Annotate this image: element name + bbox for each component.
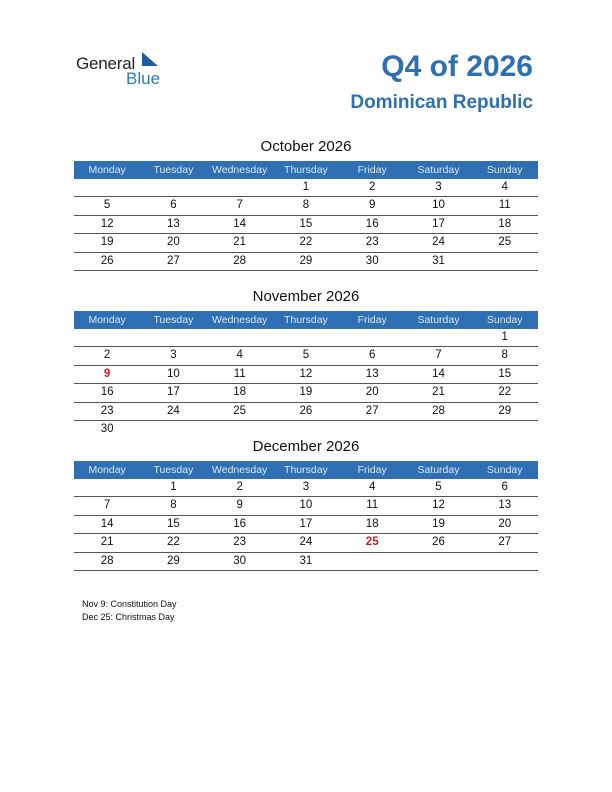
day-cell — [74, 179, 140, 196]
day-cell: 22 — [498, 386, 512, 399]
day-cell: 9 — [103, 367, 111, 380]
day-cell: 1 — [501, 331, 508, 343]
week-row — [74, 421, 538, 438]
day-cell: 15 — [498, 367, 512, 380]
day-cell: 2 — [368, 181, 376, 193]
day-cell: 10 — [167, 367, 180, 380]
logo-flag-icon — [142, 52, 158, 66]
week-row — [74, 534, 538, 552]
weekday-label: Thursday — [284, 464, 328, 476]
day-cell: 15 — [299, 217, 313, 230]
day-cell: 13 — [365, 367, 379, 380]
week-row — [74, 253, 538, 271]
day-cell: 18 — [498, 217, 512, 230]
day-cell: 19 — [432, 517, 445, 530]
weekday-label: Sunday — [486, 164, 523, 176]
weekday-label: Sunday — [486, 464, 523, 476]
day-cell — [472, 553, 538, 570]
day-cell: 16 — [233, 517, 247, 530]
day-cell: 30 — [100, 422, 114, 435]
day-cell — [140, 421, 206, 438]
week-row — [74, 347, 538, 365]
weekday-label: Monday — [88, 464, 126, 476]
week-row — [74, 329, 538, 347]
week-row — [74, 384, 538, 402]
week-row — [74, 366, 538, 384]
weekday-label: Wednesday — [212, 464, 268, 476]
day-cell: 8 — [501, 349, 508, 362]
day-cell: 2 — [103, 349, 111, 362]
day-cell: 28 — [432, 404, 445, 417]
day-cell: 15 — [167, 517, 180, 530]
weekday-label: Saturday — [417, 464, 460, 476]
day-cell — [472, 421, 538, 438]
month-november — [74, 288, 538, 438]
day-cell: 23 — [365, 236, 379, 249]
day-cell: 11 — [498, 199, 511, 212]
day-cell: 24 — [167, 404, 180, 417]
day-cell — [74, 329, 140, 346]
day-cell: 14 — [432, 367, 445, 380]
day-cell: 17 — [299, 517, 313, 530]
day-cell: 25 — [365, 536, 379, 549]
day-cell: 13 — [167, 217, 180, 230]
weekday-label: Friday — [357, 164, 387, 176]
day-cell — [405, 553, 471, 570]
weekday-label: Tuesday — [153, 164, 194, 176]
day-cell: 14 — [100, 517, 114, 530]
day-cell: 21 — [100, 536, 114, 549]
day-cell — [207, 421, 273, 438]
day-cell — [339, 421, 405, 438]
day-cell: 20 — [498, 517, 512, 530]
weekday-label: Thursday — [284, 314, 328, 326]
day-cell: 30 — [233, 554, 247, 567]
day-cell: 1 — [302, 181, 310, 193]
day-cell: 5 — [302, 349, 310, 362]
logo-text-general: General — [76, 54, 136, 73]
day-cell: 24 — [299, 536, 313, 549]
weekday-header — [74, 311, 538, 329]
week-row — [74, 403, 538, 421]
day-cell — [140, 179, 206, 196]
weekday-label: Friday — [357, 464, 387, 476]
day-cell: 29 — [167, 554, 180, 567]
day-cell: 4 — [501, 181, 508, 193]
day-cell: 1 — [170, 481, 177, 493]
holiday-notes — [82, 598, 177, 624]
day-cell: 17 — [432, 217, 445, 230]
day-cell: 26 — [299, 404, 313, 417]
day-cell — [339, 553, 405, 570]
month-title: October 2026 — [260, 138, 352, 155]
day-cell: 8 — [302, 199, 310, 212]
day-cell: 25 — [498, 236, 512, 249]
week-row — [74, 179, 538, 197]
day-cell: 31 — [432, 254, 445, 267]
day-cell: 31 — [299, 554, 313, 567]
weekday-header — [74, 161, 538, 179]
month-october — [74, 138, 538, 271]
weekday-label: Saturday — [417, 164, 460, 176]
week-row — [74, 197, 538, 215]
day-cell: 7 — [103, 499, 111, 512]
day-cell: 4 — [368, 481, 376, 493]
day-cell: 28 — [100, 554, 114, 567]
day-cell: 28 — [233, 254, 247, 267]
logo-text-blue: Blue — [126, 69, 161, 88]
day-cell — [140, 329, 206, 346]
day-cell: 14 — [233, 217, 247, 230]
weekday-label: Tuesday — [153, 314, 194, 326]
day-cell: 16 — [100, 386, 114, 399]
day-cell — [273, 421, 339, 438]
day-cell — [472, 253, 538, 270]
day-cell — [74, 479, 140, 496]
day-cell: 3 — [170, 349, 177, 362]
month-december — [74, 438, 538, 571]
day-cell: 29 — [498, 404, 512, 417]
day-cell: 6 — [170, 199, 177, 212]
day-cell: 12 — [100, 217, 114, 230]
day-cell: 11 — [233, 367, 246, 380]
day-cell: 12 — [432, 499, 445, 512]
country-subtitle: Dominican Republic — [350, 92, 533, 113]
day-cell: 27 — [167, 254, 180, 267]
day-cell: 29 — [299, 254, 313, 267]
holiday-note: Nov 9: Constitution Day — [82, 599, 177, 609]
week-row — [74, 479, 538, 497]
day-cell: 18 — [233, 386, 247, 399]
day-cell: 10 — [432, 199, 445, 212]
page-title: Q4 of 2026 — [381, 50, 533, 83]
generalblue-logo — [76, 52, 176, 92]
day-cell — [405, 329, 471, 346]
day-cell: 2 — [236, 481, 243, 493]
week-row — [74, 516, 538, 534]
holiday-note: Dec 25: Christmas Day — [82, 612, 175, 622]
week-row — [74, 234, 538, 252]
day-cell: 6 — [501, 481, 508, 493]
weekday-label: Thursday — [284, 164, 328, 176]
weekday-header — [74, 461, 538, 479]
day-cell: 24 — [432, 236, 445, 249]
day-cell: 27 — [365, 404, 379, 417]
weekday-label: Wednesday — [212, 314, 268, 326]
day-cell: 3 — [435, 181, 442, 193]
day-cell: 5 — [103, 199, 111, 212]
day-cell: 9 — [368, 199, 376, 212]
month-title: December 2026 — [252, 438, 360, 455]
day-cell: 21 — [432, 386, 445, 399]
day-cell: 4 — [236, 349, 243, 362]
day-cell: 19 — [299, 386, 313, 399]
day-cell: 8 — [170, 499, 177, 512]
day-cell: 13 — [498, 499, 512, 512]
weekday-label: Sunday — [486, 314, 523, 326]
day-cell — [405, 421, 471, 438]
weekday-label: Wednesday — [212, 164, 268, 176]
weekday-label: Tuesday — [153, 464, 194, 476]
day-cell: 7 — [236, 199, 243, 212]
day-cell: 20 — [365, 386, 379, 399]
week-row — [74, 497, 538, 515]
day-cell: 22 — [299, 236, 313, 249]
day-cell: 10 — [299, 499, 313, 512]
day-cell: 18 — [365, 517, 379, 530]
month-title: November 2026 — [252, 288, 360, 305]
day-cell: 7 — [435, 349, 442, 362]
weekday-label: Saturday — [417, 314, 460, 326]
day-cell: 26 — [432, 536, 445, 549]
day-cell — [339, 329, 405, 346]
day-cell: 5 — [435, 481, 442, 493]
day-cell: 3 — [302, 481, 310, 493]
day-cell: 6 — [368, 349, 376, 362]
day-cell: 22 — [167, 536, 180, 549]
day-cell: 21 — [233, 236, 247, 249]
weekday-label: Monday — [88, 164, 126, 176]
day-cell — [207, 179, 273, 196]
day-cell: 26 — [100, 254, 114, 267]
day-cell: 11 — [366, 499, 379, 512]
day-cell: 20 — [167, 236, 180, 249]
day-cell: 23 — [233, 536, 247, 549]
weekday-label: Friday — [357, 314, 387, 326]
day-cell: 19 — [100, 236, 114, 249]
weekday-label: Monday — [88, 314, 126, 326]
day-cell: 30 — [365, 254, 379, 267]
day-cell: 16 — [365, 217, 379, 230]
day-cell — [207, 329, 273, 346]
day-cell: 9 — [236, 499, 243, 512]
day-cell — [273, 329, 339, 346]
day-cell: 23 — [100, 404, 114, 417]
week-row — [74, 216, 538, 234]
day-cell: 25 — [233, 404, 247, 417]
day-cell: 27 — [498, 536, 512, 549]
day-cell: 12 — [299, 367, 313, 380]
day-cell: 17 — [167, 386, 180, 399]
week-row — [74, 553, 538, 571]
